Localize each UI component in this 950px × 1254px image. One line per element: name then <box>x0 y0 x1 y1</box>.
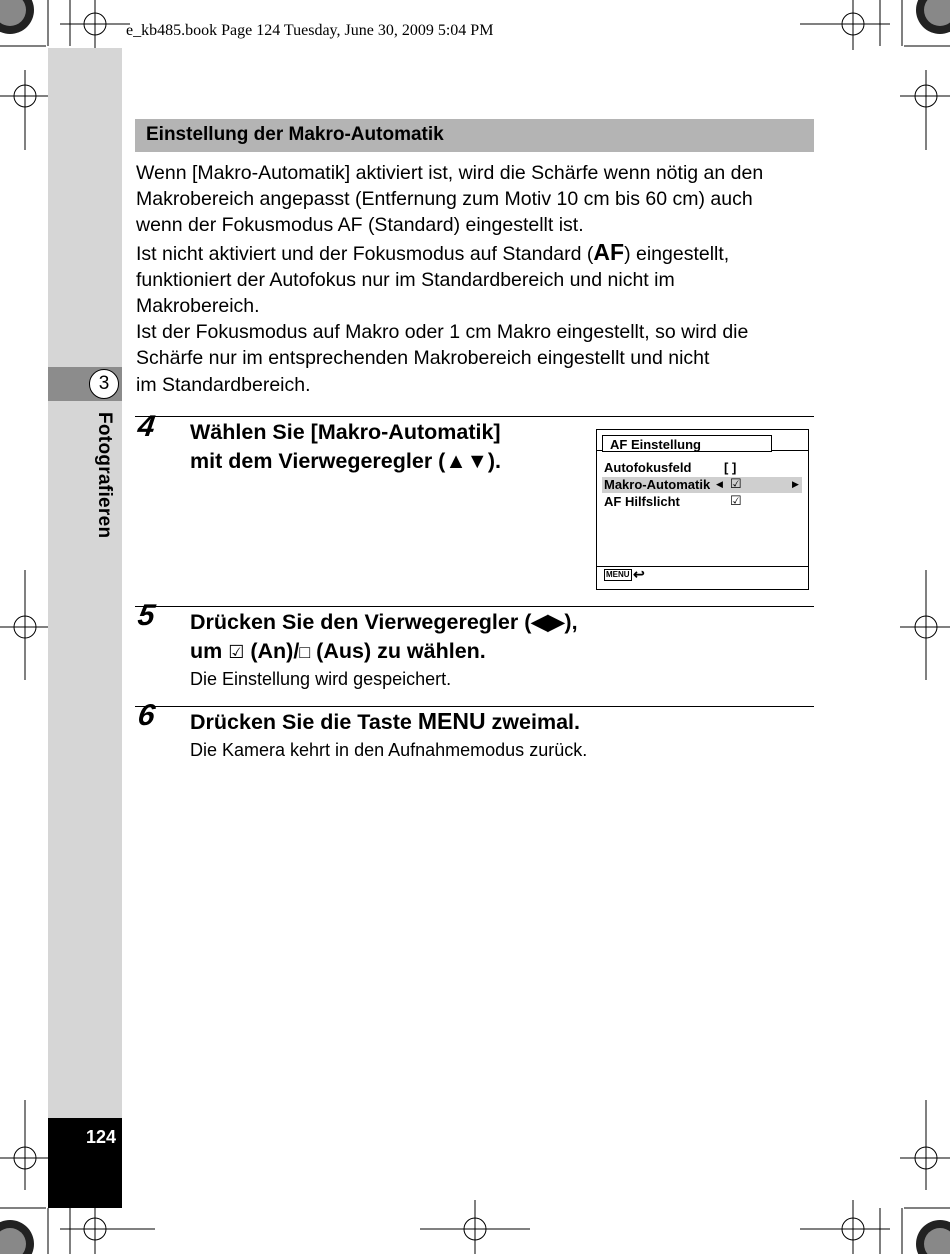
step-title: Wählen Sie [Makro-Automatik] mit dem Vierwegeregler (▲▼). <box>190 420 502 473</box>
step-number: 5 <box>135 599 158 632</box>
crosshair-mark-bottom-left <box>60 1200 155 1254</box>
left-arrow-icon: ◀ <box>716 479 723 489</box>
body-text: Ist nicht aktiviert und der Fokusmodus auf Standard ( <box>136 242 594 265</box>
crosshair-mark-right-top <box>900 70 950 150</box>
corner-target-top-right <box>916 0 950 34</box>
body-line: Makrobereich. <box>136 295 260 318</box>
menu-tab-title: AF Einstellung <box>610 437 701 452</box>
corner-target-top-left <box>0 0 34 34</box>
crosshair-mark-left-mid <box>0 570 50 680</box>
body-line: Ist der Fokusmodus auf Makro oder 1 cm Makro eingestellt, so wird die <box>136 321 749 344</box>
corner-target-bottom-left <box>0 1220 34 1254</box>
crosshair-mark-right-mid <box>900 570 950 680</box>
step-divider <box>135 606 814 607</box>
body-line: funktioniert der Autofokus nur im Standardbereich und nicht im <box>136 268 675 291</box>
section-title: Einstellung der Makro-Automatik <box>146 124 444 145</box>
step-title: Drücken Sie die Taste MENU zweimal. <box>190 708 580 734</box>
body-line <box>136 239 826 267</box>
af-symbol: AF <box>593 238 625 265</box>
checkbox-on-icon: ☑ <box>228 642 245 662</box>
right-arrow-icon: ▶ <box>792 479 799 489</box>
corner-target-bottom-right <box>916 1220 950 1254</box>
page-number: 124 <box>85 1127 116 1147</box>
chapter-number: 3 <box>89 369 119 399</box>
crosshair-mark-left-top <box>0 70 50 150</box>
crosshair-mark-top-right <box>800 0 890 50</box>
menu-row-value: ☑ <box>730 493 742 508</box>
step-divider <box>135 416 814 417</box>
menu-row-value: [ ] <box>724 460 737 475</box>
menu-row-label: AF Hilfslicht <box>604 494 680 509</box>
body-line: Wenn [Makro-Automatik] aktiviert ist, wird die Schärfe wenn nötig an den <box>136 162 764 184</box>
crosshair-mark-left-bottom <box>0 1100 50 1190</box>
sidebar-strip <box>48 48 122 1208</box>
print-header: e_kb485.book Page 124 Tuesday, June 30, 2009 5:04 PM <box>126 22 494 39</box>
body-line: Schärfe nur im entsprechenden Makrobereich eingestellt und nicht <box>136 347 710 370</box>
step-title: Drücken Sie den Vierwegeregler (◀▶), um ☑ (An)/□ (Aus) zu wählen. <box>190 610 578 663</box>
camera-menu-screen <box>596 429 809 590</box>
back-icon: ↩ <box>633 566 645 582</box>
crosshair-mark-bottom-center <box>420 1200 530 1254</box>
menu-row-value: ☑ <box>730 476 742 491</box>
section-body <box>136 160 826 398</box>
body-line: Makrobereich angepasst (Entfernung zum Motiv 10 cm bis 60 cm) auch <box>136 188 753 211</box>
body-text: ) eingestellt, <box>624 242 730 265</box>
crosshair-mark-right-bottom <box>900 1100 950 1190</box>
step-description: Die Einstellung wird gespeichert. <box>190 669 452 689</box>
step-number: 4 <box>135 410 158 443</box>
step-description: Die Kamera kehrt in den Aufnahmemodus zurück. <box>190 740 588 760</box>
step-number: 6 <box>135 699 158 732</box>
menu-button-icon: MENU <box>606 570 630 579</box>
checkbox-off-icon: □ <box>299 642 311 662</box>
chapter-title: Fotografieren <box>94 412 115 539</box>
menu-row-label: Makro-Automatik <box>604 477 711 492</box>
menu-row-label: Autofokusfeld <box>604 460 692 475</box>
menu-key-label: MENU <box>417 708 486 734</box>
body-line: im Standardbereich. <box>136 373 311 396</box>
body-line: wenn der Fokusmodus AF (Standard) eingestellt ist. <box>136 214 584 237</box>
crosshair-mark-bottom-right <box>800 1200 890 1254</box>
